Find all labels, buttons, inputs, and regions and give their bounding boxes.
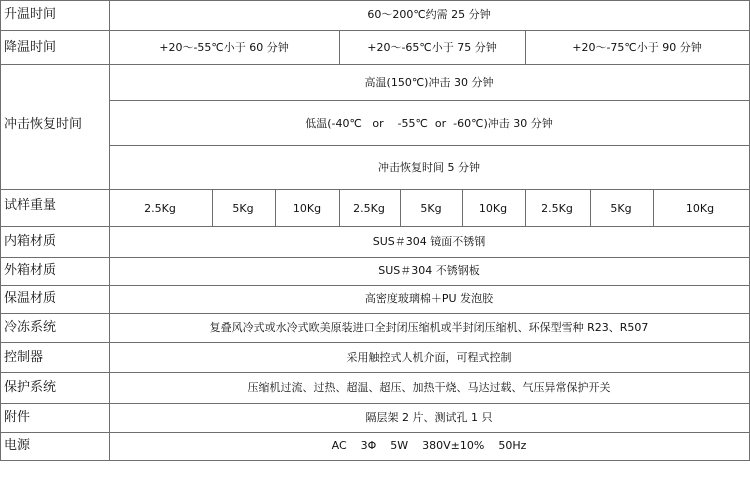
power-supply-value: AC 3Φ 5W 380V±10% 50Hz bbox=[331, 439, 527, 452]
shock-low-temp-value: 低温(-40℃ or -55℃ or -60℃)冲击 30 分钟 bbox=[305, 117, 553, 130]
sample-weight-value: 5Kg bbox=[610, 202, 632, 215]
insulation-material-value: 高密度玻璃棉＋PU 发泡胶 bbox=[364, 292, 494, 305]
column-divider bbox=[653, 189, 654, 226]
row-label-heating-time: 升温时间 bbox=[4, 7, 57, 22]
row-divider bbox=[0, 189, 750, 190]
outer-material-value: SUS＃304 不锈钢板 bbox=[378, 264, 480, 277]
column-divider bbox=[109, 0, 110, 460]
cooling-time-value: +20～-55℃小于 60 分钟 bbox=[159, 41, 289, 54]
column-divider bbox=[525, 189, 526, 226]
controller-value: 采用触控式人机介面，可程式控制 bbox=[346, 351, 512, 364]
row-label-inner-material: 内箱材质 bbox=[4, 234, 57, 249]
sample-weight-value: 10Kg bbox=[292, 202, 322, 215]
row-divider bbox=[109, 145, 750, 146]
row-divider bbox=[0, 257, 750, 258]
shock-recovery-value: 冲击恢复时间 5 分钟 bbox=[378, 161, 480, 174]
inner-material-value: SUS＃304 镜面不锈钢 bbox=[372, 235, 486, 248]
row-label-accessories: 附件 bbox=[4, 410, 31, 425]
row-divider bbox=[0, 313, 750, 314]
cooling-time-value: +20～-65℃小于 75 分钟 bbox=[367, 41, 497, 54]
sample-weight-value: 5Kg bbox=[420, 202, 442, 215]
column-divider bbox=[212, 189, 213, 226]
row-divider bbox=[0, 64, 750, 65]
row-divider bbox=[0, 30, 750, 31]
sample-weight-value: 2.5Kg bbox=[144, 202, 176, 215]
shock-high-temp-value: 高温(150℃)冲击 30 分钟 bbox=[364, 76, 494, 89]
row-divider bbox=[0, 342, 750, 343]
column-divider bbox=[275, 189, 276, 226]
row-divider bbox=[0, 372, 750, 373]
column-divider bbox=[400, 189, 401, 226]
row-label-shock-recovery-time: 冲击恢复时间 bbox=[4, 117, 83, 132]
row-divider bbox=[0, 226, 750, 227]
column-divider bbox=[339, 30, 340, 64]
column-divider bbox=[462, 189, 463, 226]
row-divider bbox=[0, 285, 750, 286]
row-divider bbox=[0, 0, 750, 1]
refrigeration-system-value: 复叠风冷式或水冷式欧美原装进口全封闭压缩机或半封闭压缩机、环保型雪种 R23、R507 bbox=[209, 321, 649, 334]
protection-system-value: 压缩机过流、过热、超温、超压、加热干烧、马达过载、气压异常保护开关 bbox=[247, 381, 611, 394]
sample-weight-value: 5Kg bbox=[232, 202, 254, 215]
column-divider bbox=[525, 30, 526, 64]
sample-weight-value: 10Kg bbox=[478, 202, 508, 215]
heating-time-value: 60～200℃约需 25 分钟 bbox=[367, 8, 491, 21]
sample-weight-value: 2.5Kg bbox=[353, 202, 385, 215]
row-label-outer-material: 外箱材质 bbox=[4, 263, 57, 278]
column-divider bbox=[0, 0, 1, 460]
row-label-insulation-material: 保温材质 bbox=[4, 291, 57, 306]
row-label-power-supply: 电源 bbox=[4, 438, 31, 453]
row-divider bbox=[0, 403, 750, 404]
row-divider bbox=[0, 432, 750, 433]
row-label-controller: 控制器 bbox=[4, 350, 44, 365]
column-divider bbox=[590, 189, 591, 226]
sample-weight-value: 10Kg bbox=[685, 202, 715, 215]
cooling-time-value: +20～-75℃小于 90 分钟 bbox=[572, 41, 702, 54]
row-label-sample-weight: 试样重量 bbox=[4, 198, 57, 213]
sample-weight-value: 2.5Kg bbox=[541, 202, 573, 215]
accessories-value: 隔层架 2 片、测试孔 1 只 bbox=[365, 411, 493, 424]
row-label-refrigeration-system: 冷冻系统 bbox=[4, 320, 57, 335]
row-divider bbox=[0, 460, 750, 461]
row-divider bbox=[109, 100, 750, 101]
row-label-protection-system: 保护系统 bbox=[4, 380, 57, 395]
row-label-cooling-time: 降温时间 bbox=[4, 40, 57, 55]
column-divider bbox=[339, 189, 340, 226]
